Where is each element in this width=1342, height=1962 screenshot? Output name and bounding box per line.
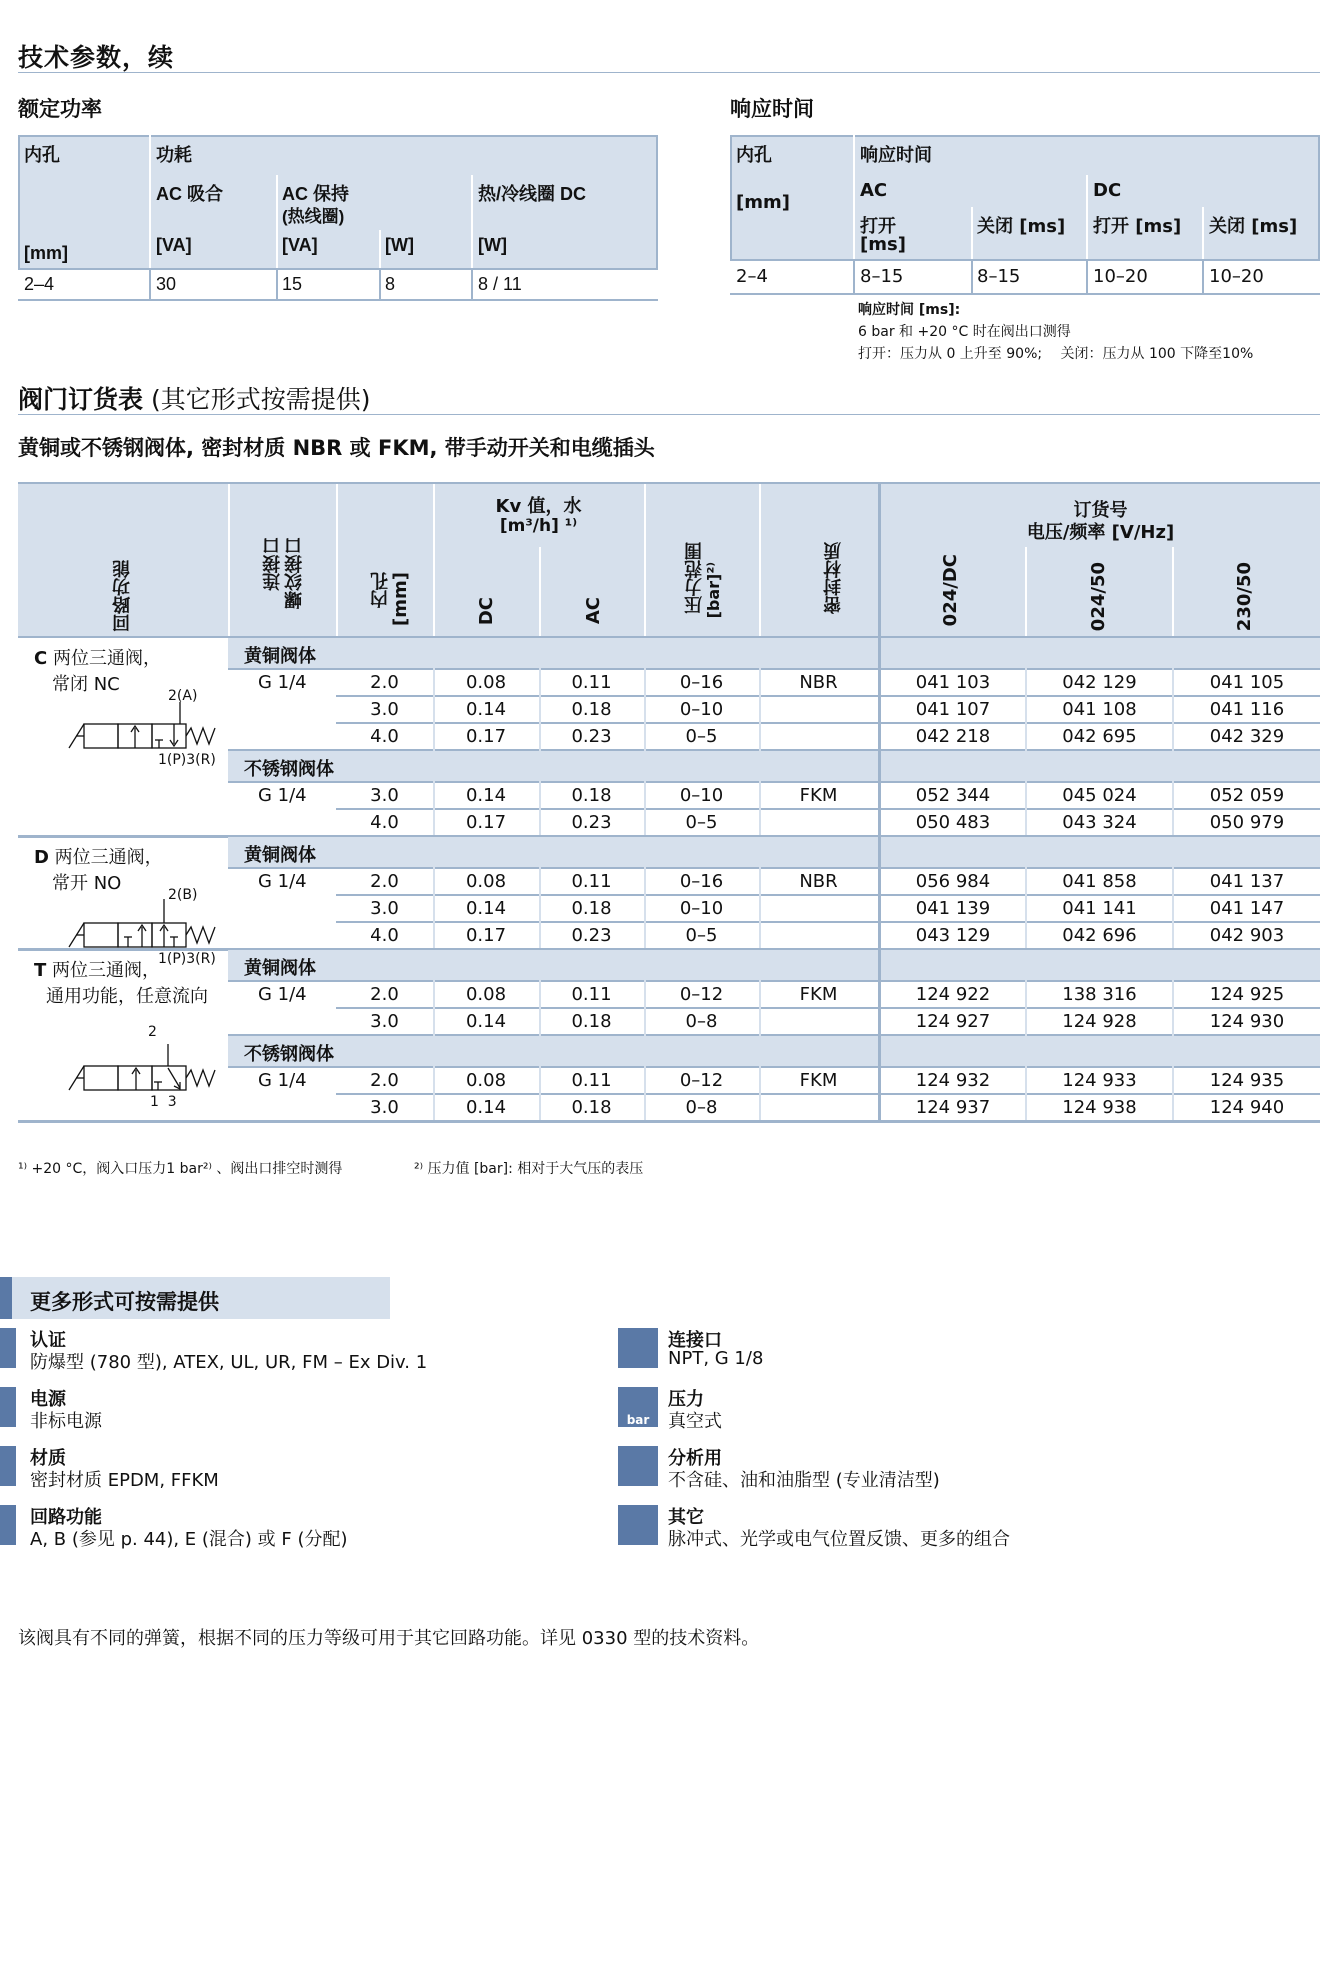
order-number: 043 129	[915, 925, 991, 946]
variant-title: 材质	[30, 1448, 66, 1469]
spec-value: 2.0	[370, 871, 399, 892]
spec-value: 2.0	[370, 984, 399, 1005]
spec-value: 0–8	[685, 1097, 718, 1118]
spec-value: 0–8	[685, 1011, 718, 1032]
power-icon	[0, 1387, 16, 1427]
order-number: 124 938	[1062, 1097, 1137, 1118]
power-cell-ac-inrush: 30	[156, 274, 177, 294]
order-h-port-2: 螺纹接口	[284, 537, 305, 609]
order-h-voltage: 电压/频率 [V/Hz]	[1026, 522, 1175, 543]
port-thread: G 1/4	[258, 672, 307, 693]
analysis-icon	[618, 1446, 658, 1486]
page-title: 技术参数，续	[18, 43, 175, 72]
spec-value: 0.08	[465, 984, 507, 1005]
footnote-2: ²⁾ 压力值 [bar]: 相对于大气压的表压	[414, 1161, 644, 1177]
port-label-top: 2(A)	[168, 688, 198, 704]
order-number: 124 927	[915, 1011, 991, 1032]
power-cell-ac-hold-va: 15	[282, 274, 303, 294]
variant-text: 密封材质 EPDM, FFKM	[30, 1470, 219, 1491]
order-number: 124 937	[915, 1097, 991, 1118]
spec-value: 2.0	[370, 1070, 399, 1091]
variant-title: 连接口	[668, 1330, 722, 1351]
material-label: 不锈钢阀体	[244, 759, 334, 780]
response-note-2: 打开：压力从 0 上升至 90%; 关闭：压力从 100 下降至10%	[858, 346, 1254, 362]
order-number: 042 695	[1062, 726, 1137, 747]
order-number: 124 930	[1209, 1011, 1285, 1032]
order-number: 041 141	[1062, 898, 1137, 919]
spec-value: 4.0	[370, 812, 399, 833]
port-label-bottom: 1 3	[150, 1094, 177, 1110]
variant-text: NPT, G 1/8	[668, 1348, 764, 1369]
spec-value: 0–16	[679, 672, 724, 693]
power-u-va2: [VA]	[282, 235, 318, 255]
footnote-1: ¹⁾ +20 °C，阀入口压力1 bar²⁾ 、阀出口排空时测得	[18, 1161, 343, 1177]
material-subheader	[228, 950, 878, 980]
port-thread: G 1/4	[258, 871, 307, 892]
power-section-title: 额定功率	[18, 97, 102, 121]
variant-title: 分析用	[668, 1448, 722, 1469]
order-h-pressure-unit: [bar]²⁾	[704, 562, 723, 619]
spec-value: 0.18	[571, 898, 612, 919]
valve-symbol-icon	[64, 1026, 224, 1098]
order-subtitle: 黄铜或不锈钢阀体, 密封材质 NBR 或 FKM, 带手动开关和电缆插头	[18, 436, 655, 460]
order-h-v2: 024/50	[1088, 562, 1109, 632]
order-h-v1: 024/DC	[940, 554, 961, 627]
response-h-ac-close: 关闭 [ms]	[977, 216, 1066, 237]
circuit-line2: 常开 NO	[52, 873, 122, 894]
order-number: 052 344	[915, 785, 991, 806]
order-number: 124 928	[1062, 1011, 1137, 1032]
material-subheader	[228, 638, 878, 668]
power-h-ac-inrush: AC 吸合	[156, 184, 223, 204]
circuit-line1: 两位三通阀，	[47, 648, 161, 669]
pressure-bar-icon	[618, 1387, 658, 1427]
spec-value: 0.08	[465, 672, 507, 693]
power-u-mm: [mm]	[24, 243, 68, 263]
spec-value: 0.11	[571, 1070, 612, 1091]
response-h-ac: AC	[860, 180, 888, 201]
order-number: 050 483	[915, 812, 991, 833]
port-thread: G 1/4	[258, 785, 307, 806]
order-number: 052 059	[1209, 785, 1285, 806]
spec-value: 4.0	[370, 726, 399, 747]
response-h-bore: 内孔	[736, 145, 772, 166]
connection-icon	[618, 1328, 658, 1368]
circuit-line2: 通用功能，任意流向	[46, 986, 208, 1007]
spec-value: 0.14	[465, 699, 507, 720]
order-table	[18, 482, 1320, 1122]
spec-value: 3.0	[370, 699, 399, 720]
order-number: 042 903	[1209, 925, 1285, 946]
circuit-letter: T	[34, 960, 47, 981]
port-thread: G 1/4	[258, 984, 307, 1005]
spec-value: 0.08	[465, 1070, 507, 1091]
circuit-letter: C	[34, 648, 48, 669]
order-number: 138 316	[1062, 984, 1137, 1005]
order-h-circuit: 回路功能	[112, 560, 133, 632]
more-title: 更多形式可按需提供	[30, 1290, 219, 1314]
spec-value: 0.18	[571, 699, 612, 720]
response-table-content	[730, 135, 1320, 295]
order-number: 041 139	[915, 898, 991, 919]
power-u-va1: [VA]	[156, 235, 192, 255]
order-number: 042 218	[915, 726, 991, 747]
spec-value: 0–12	[679, 984, 724, 1005]
material-subheader-right	[881, 638, 1320, 668]
order-h-port-1: 连接口	[262, 537, 283, 591]
order-number: 041 105	[1209, 672, 1285, 693]
response-cell-dc-close: 10–20	[1209, 266, 1264, 287]
order-h-kv-unit: [m³/h] ¹⁾	[499, 516, 578, 536]
spec-value: 0.14	[465, 1011, 507, 1032]
order-number: 042 129	[1062, 672, 1137, 693]
order-number: 124 935	[1209, 1070, 1285, 1091]
material-subheader	[228, 837, 878, 867]
order-title-suffix: (其它形式按需提供)	[143, 385, 371, 414]
circuit-line1: 两位三通阀，	[48, 847, 163, 868]
response-u-mm: [mm]	[736, 192, 790, 213]
spec-value: 0.14	[465, 898, 507, 919]
circuit-icon	[0, 1505, 16, 1545]
power-h-consumption: 功耗	[156, 145, 192, 165]
order-number: 124 933	[1062, 1070, 1137, 1091]
power-cell-ac-hold-w: 8	[385, 274, 396, 294]
spec-value: 3.0	[370, 785, 399, 806]
spec-value: 0–10	[679, 699, 724, 720]
port-label-bottom: 1(P)3(R)	[158, 752, 216, 768]
order-number: 041 108	[1062, 699, 1137, 720]
order-number: 041 147	[1209, 898, 1285, 919]
circuit-function-label	[34, 843, 163, 869]
spec-value: 0.11	[571, 871, 612, 892]
spec-value: 0.18	[571, 785, 612, 806]
spec-value: 0.11	[571, 672, 612, 693]
circuit-line2: 常闭 NC	[52, 674, 120, 695]
spec-value: 0.23	[571, 812, 612, 833]
variant-title: 压力	[668, 1389, 704, 1410]
spec-value: 0–5	[685, 925, 718, 946]
material-icon	[0, 1446, 16, 1486]
response-h-ac-open-unit: [ms]	[860, 234, 906, 255]
spec-value: 0.17	[465, 726, 507, 747]
spec-value: 0.17	[465, 925, 507, 946]
order-number: 124 922	[915, 984, 991, 1005]
order-number: 050 979	[1209, 812, 1285, 833]
order-number: 043 324	[1062, 812, 1137, 833]
response-h-response: 响应时间	[860, 145, 932, 166]
spec-value: 2.0	[370, 672, 399, 693]
spec-value: 0–5	[685, 812, 718, 833]
response-note-1: 6 bar 和 +20 °C 时在阀出口测得	[858, 324, 1071, 340]
order-h-dc: DC	[476, 597, 497, 626]
spec-value: 0–12	[679, 1070, 724, 1091]
order-number: 124 925	[1209, 984, 1285, 1005]
order-title	[18, 380, 370, 416]
power-cell-dc: 8 / 11	[478, 274, 522, 294]
order-number: 045 024	[1062, 785, 1137, 806]
variant-title: 认证	[30, 1330, 66, 1351]
response-h-dc-open: 打开 [ms]	[1093, 216, 1182, 237]
power-h-hotcold-dc: 热/冷线圈 DC	[478, 184, 586, 204]
title-rule	[18, 72, 1320, 73]
circuit-letter: D	[34, 847, 49, 868]
response-cell-bore: 2–4	[736, 266, 768, 287]
order-h-kv: Kv 值，水	[495, 496, 582, 517]
order-number: 124 932	[915, 1070, 991, 1091]
order-h-ac: AC	[583, 597, 604, 625]
power-u-w2: [W]	[478, 235, 507, 255]
order-h-bore-unit: [mm]	[390, 572, 411, 626]
bottom-note: 该阀具有不同的弹簧，根据不同的压力等级可用于其它回路功能。详见 0330 型的技术资料。	[18, 1628, 760, 1649]
variant-title: 电源	[30, 1389, 66, 1410]
material-subheader-right	[881, 751, 1320, 781]
material-label: 黄铜阀体	[244, 958, 316, 979]
circuit-line1: 两位三通阀，	[46, 960, 161, 981]
spec-value: 0.11	[571, 984, 612, 1005]
material-label: 黄铜阀体	[244, 646, 316, 667]
order-number: 041 103	[915, 672, 991, 693]
order-number: 041 858	[1062, 871, 1137, 892]
seal-material: NBR	[799, 672, 838, 693]
order-h-v3: 230/50	[1234, 562, 1255, 632]
spec-value: 3.0	[370, 1097, 399, 1118]
material-label: 不锈钢阀体	[244, 1044, 334, 1065]
spec-value: 0–10	[679, 898, 724, 919]
spec-value: 0.08	[465, 871, 507, 892]
variant-text: A, B (参见 p. 44), E (混合) 或 F (分配)	[30, 1529, 348, 1550]
order-h-order: 订货号	[1073, 500, 1128, 521]
spec-value: 4.0	[370, 925, 399, 946]
variant-text: 脉冲式、光学或电气位置反馈、更多的组合	[668, 1529, 1010, 1550]
material-subheader-right	[881, 837, 1320, 867]
spec-value: 0–10	[679, 785, 724, 806]
spec-value: 3.0	[370, 1011, 399, 1032]
material-label: 黄铜阀体	[244, 845, 316, 866]
response-section-title: 响应时间	[730, 97, 814, 121]
certificate-icon	[0, 1328, 16, 1368]
spec-value: 0.14	[465, 1097, 507, 1118]
port-label-top: 2(B)	[168, 887, 198, 903]
spec-value: 0.17	[465, 812, 507, 833]
spec-value: 0.14	[465, 785, 507, 806]
order-h-bore: 内孔	[370, 572, 391, 608]
icon-label: bar	[626, 1413, 650, 1427]
response-note-title: 响应时间 [ms]:	[858, 302, 961, 318]
variant-text: 防爆型 (780 型), ATEX, UL, UR, FM – Ex Div. 1	[30, 1352, 428, 1373]
power-table-content	[18, 135, 658, 301]
variant-title: 回路功能	[30, 1507, 102, 1528]
spec-value: 0–5	[685, 726, 718, 747]
port-thread: G 1/4	[258, 1070, 307, 1091]
seal-material: FKM	[799, 1070, 838, 1091]
order-number: 041 107	[915, 699, 991, 720]
spec-value: 0.18	[571, 1011, 612, 1032]
order-number: 124 940	[1209, 1097, 1285, 1118]
material-subheader-right	[881, 950, 1320, 980]
order-title-main: 阀门订货表	[18, 385, 144, 414]
material-subheader-right	[881, 1036, 1320, 1066]
other-icon	[618, 1505, 658, 1545]
spec-value: 3.0	[370, 898, 399, 919]
order-number: 041 137	[1209, 871, 1285, 892]
variant-text: 非标电源	[30, 1411, 102, 1432]
power-cell-bore: 2–4	[24, 274, 55, 294]
order-h-seal: 密封材质	[823, 542, 844, 614]
response-cell-dc-open: 10–20	[1093, 266, 1148, 287]
response-h-ac-open: 打开	[860, 216, 896, 237]
variant-text: 真空式	[668, 1411, 722, 1432]
variant-text: 不含硅、油和油脂型 (专业清洁型)	[668, 1470, 940, 1491]
variant-title: 其它	[668, 1507, 704, 1528]
power-u-w1: [W]	[385, 235, 414, 255]
order-number: 042 329	[1209, 726, 1285, 747]
order-number: 041 116	[1209, 699, 1285, 720]
circuit-function-label	[34, 644, 161, 670]
response-h-dc-close: 关闭 [ms]	[1209, 216, 1298, 237]
spec-value: 0.23	[571, 726, 612, 747]
seal-material: NBR	[799, 871, 838, 892]
order-body	[18, 638, 1320, 1122]
spec-value: 0–16	[679, 871, 724, 892]
spec-value: 0.18	[571, 1097, 612, 1118]
order-title-rule	[18, 414, 1320, 415]
order-number: 042 696	[1062, 925, 1137, 946]
order-number: 056 984	[915, 871, 991, 892]
power-h-ac-hold-sub: (热线圈)	[282, 207, 345, 226]
port-label-top: 2	[148, 1024, 157, 1040]
port-label-bottom: 1(P)3(R)	[158, 951, 216, 967]
response-cell-ac-close: 8–15	[977, 266, 1021, 287]
spec-value: 0.23	[571, 925, 612, 946]
response-cell-ac-open: 8–15	[860, 266, 904, 287]
response-h-dc: DC	[1093, 180, 1122, 201]
order-h-pressure: 压力范围	[684, 542, 705, 614]
seal-material: FKM	[799, 984, 838, 1005]
power-h-bore: 内孔	[24, 145, 60, 165]
power-h-ac-hold: AC 保持	[282, 184, 349, 204]
more-band	[0, 1277, 390, 1319]
circuit-function-label	[34, 956, 160, 982]
seal-material: FKM	[799, 785, 838, 806]
